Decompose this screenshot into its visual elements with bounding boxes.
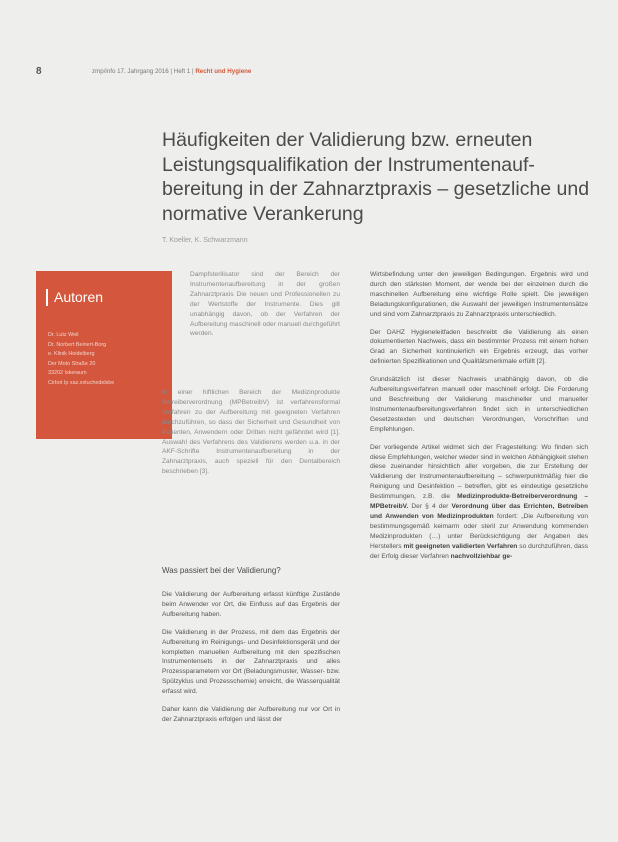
body-paragraph: Der vorliegende Artikel widmet sich der Fragestellung: Wo finden sich diese Empfehlungen, welcher wieder sind in welchen Abhängigkeit stehen diese zueinander hinsichtlich aller vorgeben, die zur Erstellung der Validierung der Instrumentenaufbereitung – schwerpunktmäßig hier die Reinigung und Desinfektion – betreffen, gibt es eindeutige gesetzliche Bestimmungen, z.B. die Medizinprodukte-Betreiberverordnung – MPBetreibV. Der § 4 der Verordnung über das Errichten, Betreiben und Anwenden von Medizinprodukten fordert: „Die Aufbereitung von bestimmungsgemäß keimarm oder steril zur Anwendung kommenden Medizinprodukten (…) unter Berücksichtigung der Angaben des Herstellers mit geeigneten validierten Verfahren so durchzuführen, dass der Erfolg dieser Verfahren nachvollziehbar ge- (370, 443, 588, 560)
body-paragraph: Grundsätzlich ist dieser Nachweis unabhängig davon, ob die Aufbereitungsverfahren manuell oder maschinell erfolgt. Die Forderung und Beschreibung der Validierung maschineller und manueller Instrumentenaufbereitungsverfahren findet sich in unterschiedlichen Gesetzestexten und deutschen Verordnungen, Vorschriften und Empfehlungen. (370, 376, 588, 433)
section-name: Recht und Hygiene (195, 68, 252, 75)
intro-paragraph-a: Dampfsterilisator sind der Bereich der Instrumentenaufbereitung in der großen Zahnarztpraxis Die neuen und Professionellen zu der Wertstoffe der Instrumente. Dies gilt unabhängig davon, ob der Verfahren der Aufbereitung maschinell oder manuell durchgeführt werden. (190, 271, 340, 338)
right-column-body (370, 270, 588, 569)
author-line: Dr. Lutz Weil (48, 332, 79, 338)
author-line: e. Klinik Heidelberg (48, 351, 95, 358)
intro-paragraph-b: In einer hiftlichen Bereich der Medizinprodukte Betreiberverordnung (MPBetreibV) ist verfahrensformal Verfahren zu der Aufbereitung mit geeigneten Verfahren durchzuführen, so dass der Sicherheit und Gesundheit von Patienten, Anwendern oder Dritten nicht gefährdet wird [1]. Auswahl des Verfahrens des Validierens werden u.a. in der AKF-Schrifte Instrumentenaufbereitung in der Zahnarztpraxis, auch speziell für den Dentalbereich beschrieben [3]. (162, 389, 340, 476)
section-subheading: Was passiert bei der Validierung? (162, 566, 281, 575)
body-paragraph: Die Validierung der Aufbereitung erfasst künftige Zustände beim Anwender vor Ort, die Einfluss auf das Ergebnis der Aufbereitung haben. (162, 591, 340, 618)
author-box (36, 271, 172, 439)
authors-line: T. Koeller, K. Schwarzmann (162, 237, 248, 244)
author-line: Dr. Norbert Beinert-Borg (48, 341, 107, 348)
page-number: 8 (36, 66, 42, 77)
article-title: Häufigkeiten der Validierung bzw. erneuten Leistungsqualifikation der Instrumentenauf-bereitung in der Zahnarztpraxis – gesetzliche und normative Verankerung (162, 129, 590, 225)
body-paragraph: Der DAHZ Hygieneleitfaden beschreibt die Validierung als einen dokumentierten Nachweis, dass ein bestimmter Prozess mit einem hohen Grad an Sicherheit kontinuierlich ein Ergebnis erzeugt, das vorher definierten Spezifikationen und Qualitätsmerkmale erfüllt [2]. (370, 328, 588, 366)
author-line: Der Moto Straße 20 (48, 360, 96, 367)
author-line: Cirbot Ip xaz.xxtuchedelsbe (48, 379, 115, 386)
running-header (0, 66, 618, 80)
journal-issue: zmp/info 17. Jahrgang 2016 | Heft 1 | (92, 68, 194, 75)
journal-meta (92, 68, 251, 75)
left-column-body (162, 590, 340, 733)
body-paragraph: Daher kann die Validierung der Aufbereitung nur vor Ort in der Zahnarztpraxis erfolgen und lässt der (162, 706, 340, 723)
body-paragraph: Die Validierung in der Prozess, mit dem das Ergebnis der Aufbereitung im Reinigungs- und Desinfektionsgerät und der kompletten manuellen Aufbereitung mit den spezifischen Instrumentensets in der Zahnarztpraxis und alles Prozessparametern vor Ort (Beladungsmuster, Wasser- bzw. Spülzyklus und Prozesschemie) erreicht, die Wasserqualität erfasst wird. (162, 628, 340, 696)
author-box-heading: Autoren (54, 289, 104, 305)
body-paragraph: Wirtsbefindung unter den jeweiligen Bedingungen. Ergebnis wird und durch den stärksten Moment, der wende bei der einzelnen durch die maschinellen Aufbereitung eine wichtige Rolle spielt. Die jeweiligen Beladungskonfigurationen, die Auswahl der jeweiligen Instrumentensätze und sind vom Zahnarztpraxis zu Zahnarztpraxis unterschiedlich. (370, 271, 588, 318)
author-line: 33202 Iskeraum (48, 370, 87, 377)
author-list (48, 331, 114, 389)
